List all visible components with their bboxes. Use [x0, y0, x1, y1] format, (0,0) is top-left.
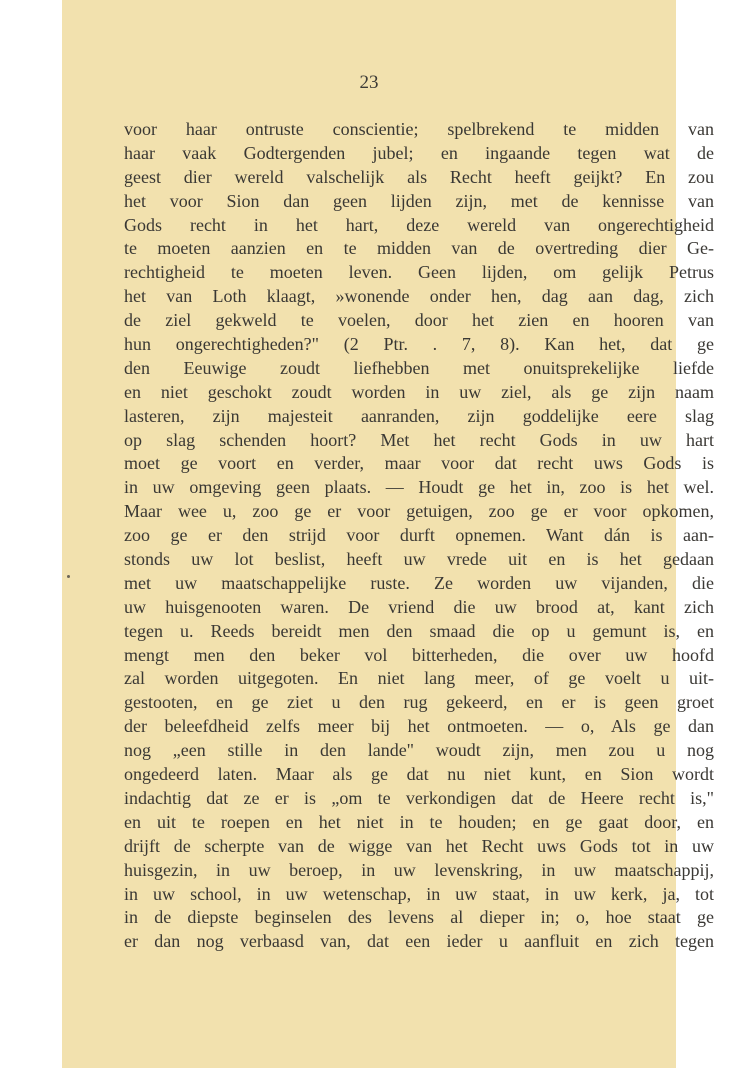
text-line: er dan nog verbaasd van, dat een ieder u aanfluit en zich tegen: [124, 931, 714, 952]
text-line: indachtig dat ze er is „om te verkondigen dat de Heere recht is,": [124, 787, 714, 808]
text-line: den Eeuwige zoudt liefhebben met onuitsprekelijke liefde: [124, 357, 714, 378]
text-line: de ziel gekweld te voelen, door het zien en hooren van: [124, 310, 714, 331]
page-number: 23: [359, 72, 379, 93]
text-line: te moeten aanzien en te midden van de overtreding dier Ge-: [124, 238, 714, 259]
text-line: moet ge voort en verder, maar voor dat recht uws Gods is: [124, 453, 714, 474]
text-line: Gods recht in het hart, deze wereld van ongerechtigheid: [124, 214, 714, 235]
book-page: [62, 0, 714, 1068]
text-line: voor haar ontruste conscientie; spelbrekend te midden van: [124, 119, 714, 139]
text-line: het voor Sion dan geen lijden zijn, met de kennisse van: [124, 190, 714, 211]
text-line: huisgezin, in uw beroep, in uw levenskring, in uw maatschappij,: [124, 859, 714, 880]
margin-dot: [67, 575, 70, 578]
text-line: met uw maatschappelijke ruste. Ze worden uw vijanden, die: [124, 572, 714, 593]
text-line: lasteren, zijn majesteit aanranden, zijn goddelijke eere slag: [124, 405, 714, 426]
text-line: tegen u. Reeds bereidt men den smaad die op u gemunt is, en: [124, 620, 714, 641]
text-line: uw huisgenooten waren. De vriend die uw brood at, kant zich: [124, 596, 714, 617]
text-line: zoo ge er den strijd voor durft opnemen. Want dán is aan-: [124, 525, 714, 546]
text-line: haar vaak Godtergenden jubel; en ingaande tegen wat de: [124, 142, 714, 163]
text-line: in uw omgeving geen plaats. — Houdt ge het in, zoo is het wel.: [124, 477, 714, 498]
text-line: stonds uw lot beslist, heeft uw vrede uit en is het gedaan: [124, 549, 714, 570]
text-line: zal worden uitgegoten. En niet lang meer, of ge voelt u uit-: [124, 668, 714, 689]
text-line: nog „een stille in den lande" woudt zijn, men zou u nog: [124, 740, 714, 761]
text-line: ongedeerd laten. Maar als ge dat nu niet kunt, en Sion wordt: [124, 764, 714, 785]
text-line: in uw school, in uw wetenschap, in uw staat, in uw kerk, ja, tot: [124, 883, 714, 904]
body-text: [124, 118, 714, 954]
text-line: drijft de scherpte van de wigge van het Recht uws Gods tot in uw: [124, 835, 714, 856]
text-line: Maar wee u, zoo ge er voor getuigen, zoo ge er voor opkomen,: [124, 501, 714, 522]
text-line: en niet geschokt zoudt worden in uw ziel, als ge zijn naam: [124, 381, 714, 402]
text-line: en uit te roepen en het niet in te houden; en ge gaat door, en: [124, 811, 714, 832]
text-line: rechtigheid te moeten leven. Geen lijden, om gelijk Petrus: [124, 262, 714, 283]
text-line: mengt men den beker vol bitterheden, die over uw hoofd: [124, 644, 714, 665]
text-line: het van Loth klaagt, »wonende onder hen, dag aan dag, zich: [124, 286, 714, 307]
text-line: der beleefdheid zelfs meer bij het ontmoeten. — o, Als ge dan: [124, 716, 714, 737]
text-line: op slag schenden hoort? Met het recht Gods in uw hart: [124, 429, 714, 450]
text-line: hun ongerechtigheden?" (2 Ptr. . 7, 8). Kan het, dat ge: [124, 334, 714, 355]
text-line: gestooten, en ge ziet u den rug gekeerd, en er is geen groet: [124, 692, 714, 713]
text-line: geest dier wereld valschelijk als Recht heeft geijkt? En zou: [124, 166, 714, 187]
text-line: in de diepste beginselen des levens al dieper in; o, hoe staat ge: [124, 907, 714, 928]
